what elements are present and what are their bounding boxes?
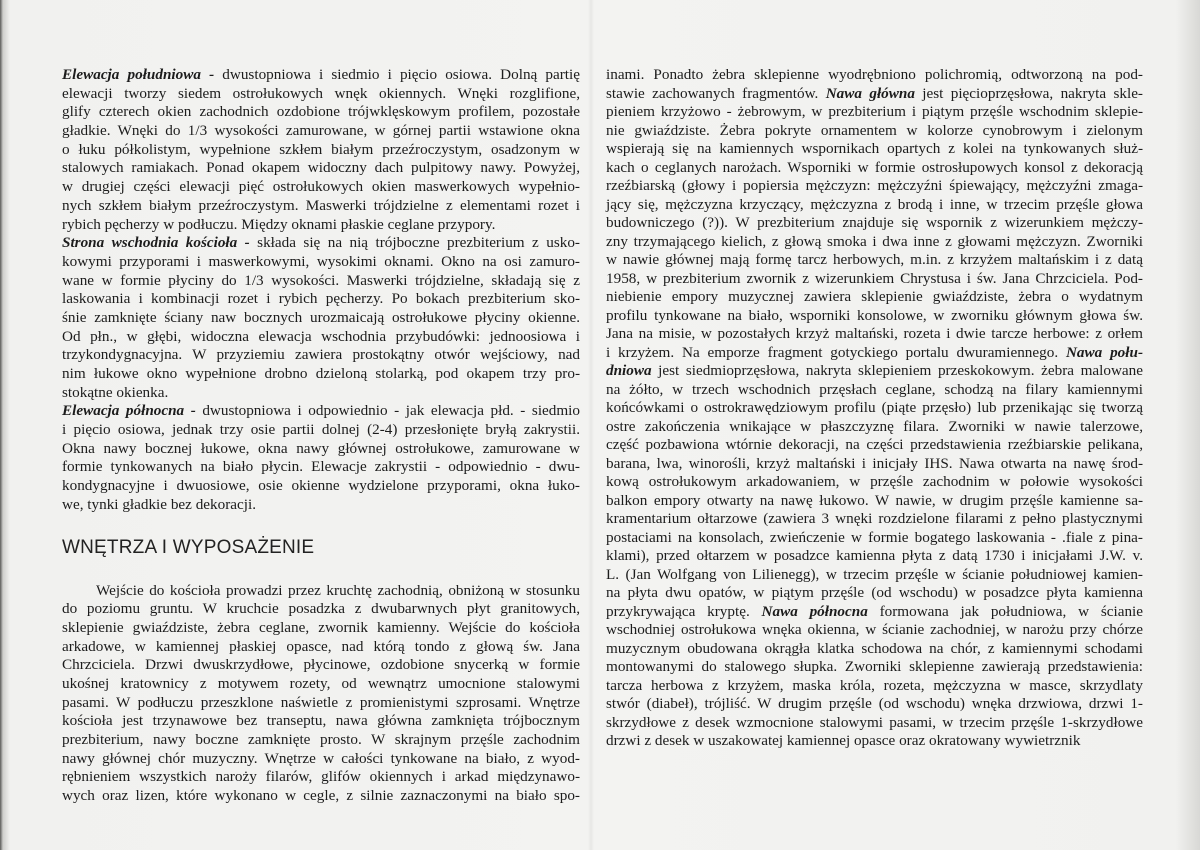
text-line — [606, 177, 1143, 196]
text-line — [62, 66, 580, 85]
text-line — [62, 178, 580, 197]
text-line — [62, 787, 580, 806]
text-segment: zny trzymającego kielich, z głową smoka i dwa inne z głowami mężczyzn. Zworniki — [606, 232, 1143, 250]
text-segment: ukośnej kratownicy z motywem rozety, od wewnątrz umocnione stalowymi — [62, 674, 580, 692]
bold-term: Elewacja północna - — [62, 402, 196, 420]
text-segment: formie tynkowanych na biało płycin. Elewacje zakrystii - odpowiednio - dwu- — [62, 458, 580, 476]
text-segment: śnie zamknięte ściany naw bocznych urozmaicają ostrołukowe płyciny okienne. — [62, 308, 580, 326]
text-line — [62, 477, 580, 496]
text-segment: nie gwiaździste. Żebra pokryte ornamentem w kolorze cynobrowym i zielonym — [606, 121, 1143, 139]
text-line — [62, 421, 580, 440]
bold-term: dniowa — [606, 362, 652, 379]
text-line — [606, 399, 1143, 418]
text-line — [606, 603, 1143, 622]
text-line — [62, 272, 580, 291]
text-line — [62, 103, 580, 122]
text-line — [62, 638, 580, 657]
text-line — [62, 402, 580, 421]
text-segment: wspierają się na kamiennych wspornikach opartych z kolei na tynkowanych służ- — [606, 140, 1143, 157]
text-segment: 1958, w prezbiterium zwornik z wizerunkiem Chrystusa i św. Jana Chrzciciela. Pod- — [606, 269, 1143, 287]
text-line — [606, 214, 1143, 233]
text-segment: elewacji tworzy siedem ostrołukowych wnęk okiennych. Wnęki rozglifione, — [62, 84, 580, 102]
text-line — [62, 656, 580, 675]
bold-term: Nawa północna — [761, 602, 868, 620]
text-segment: tarcza herbowa z krzyżem, maska króla, rozeta, mężczyzna w masce, skrzydlaty — [606, 676, 1143, 694]
text-line — [62, 768, 580, 787]
text-line — [606, 66, 1143, 85]
text-line — [606, 85, 1143, 104]
text-segment: w nawie głównej mają formę tarcz herbowych, m.in. z krzyżem maltańskim i z datą — [606, 251, 1143, 268]
text-line — [62, 731, 580, 750]
text-line — [606, 288, 1143, 307]
text-segment: jący się, mężczyzna krzyczący, mężczyzna z brodą i inne, w trzecim przęśle głowa — [606, 195, 1143, 213]
text-segment: Od płn., w głębi, widoczna elewacja wschodnia przybudówki: jednoosiowa i — [62, 327, 580, 345]
text-segment: budowniczego (?)). W prezbiterium znajduje się wspornik z wizerunkiem mężczy- — [606, 214, 1143, 231]
text-segment: profilu tynkowane na biało, wsporniki konsolowe, w zworniku głównym głowa św. — [606, 306, 1143, 324]
text-segment: kondygnacyjne i dwuosiowe, osie okienne wydzielone przyporami, okna łuko- — [62, 477, 580, 495]
text-segment: stalowych ramiakach. Ponad okapem widoczny dach pulpitowy nawy. Powyżej, — [62, 159, 580, 177]
text-segment: glify czterech okien zachodnich ozdobione trójwklęskowym profilem, pozostałe — [62, 103, 580, 121]
text-segment: rybich pęcherzy w podłuczu. Między oknami płaskie ceglane przypory. — [62, 215, 496, 233]
text-line — [62, 694, 580, 713]
text-line — [606, 455, 1143, 474]
text-segment: rzeźbiarską (głowy i popiersia mężczyzn: mężczyźni śpiewający, mężczyźni zmaga- — [606, 177, 1143, 194]
text-segment: postaciami na konsolach, zwieńczenie w formie bogatego laskowania - .fiale z pina- — [606, 528, 1143, 546]
page-fold — [588, 0, 594, 850]
left-column — [62, 66, 580, 806]
text-segment: prezbiterium, nawy boczne zamknięte prosto. W skrajnym przęśle zachodnim — [62, 731, 580, 748]
text-line — [62, 496, 580, 515]
paragraph — [62, 402, 580, 514]
text-line — [606, 344, 1143, 363]
text-line — [606, 122, 1143, 141]
text-line — [606, 418, 1143, 437]
text-line — [606, 140, 1143, 159]
text-segment: klami), przed ołtarzem w posadzce kamienna płyta z datą 1730 i inicjałami J.W. v. — [606, 547, 1143, 564]
text-segment: Wejście do kościoła prowadzi przez kruchtę zachodnią, obniżoną w stosunku — [96, 581, 580, 599]
text-segment: i krzyżem. Na emporze fragment gotyckiego portalu dwuramiennego. — [606, 343, 1066, 361]
text-segment: L. (Jan Wolfgang von Lilienegg), w trzecim przęśle w ścianie południowej kamien- — [606, 565, 1143, 583]
text-segment: w drugiej części elewacji pięć ostrołukowych okien maswerkowych wypełnio- — [62, 178, 580, 196]
text-line — [62, 675, 580, 694]
text-segment: wschodniej ostrołukowa wnęka okienna, w ścianie zachodniej, w narożu przy chórze — [606, 621, 1143, 638]
text-line — [62, 216, 580, 235]
text-line — [606, 233, 1143, 252]
paragraph — [62, 66, 580, 234]
text-segment: formowana jak południowa, w ścianie — [867, 602, 1144, 620]
text-segment: na żółto, w trzech wschodnich przęsłach ceglane, schodzą na filary kamiennymi — [606, 380, 1143, 398]
text-segment: barana, lwa, winorośli, krzyż maltański i inicjały IHS. Nawa otwarta na nawę środ- — [606, 454, 1143, 472]
text-segment: laskowania i kombinacji rozet i rybich pęcherzy. Po bokach prezbiterium sko- — [62, 290, 580, 308]
text-segment: o łuku półkolistym, wypełnione szkłem białym przeźroczystym, osadzonym w — [62, 140, 580, 158]
text-segment: kową ostrołukowym arkadowaniem, w przęśle zachodnim w połowie wysokości — [606, 473, 1143, 490]
text-line — [606, 196, 1143, 215]
text-segment: stokątne okienka. — [62, 383, 169, 401]
text-line — [62, 750, 580, 769]
text-line — [606, 381, 1143, 400]
bold-term: Elewacja południowa - — [62, 66, 215, 83]
text-segment: stawie zachowanych fragmentów. — [606, 84, 826, 102]
right-column — [606, 66, 1143, 751]
text-segment: Jana na misie, w pozostałych krzyż maltański, rozeta i dwie tarcze herbowe: z orłem — [606, 325, 1143, 342]
text-segment: inami. Ponadto żebra sklepienne wyodrębniono polichromią, odtworzoną na pod- — [606, 66, 1143, 83]
text-line — [606, 677, 1143, 696]
text-segment: sklepienie gwiaździste, żebra ceglane, zwornik kamienny. Wejście do kościoła — [62, 618, 580, 636]
text-line — [606, 621, 1143, 640]
text-line — [62, 384, 580, 403]
text-line — [62, 85, 580, 104]
text-line — [606, 566, 1143, 585]
text-segment: montowanymi do stalowego słupka. Zworniki sklepienne zawierają przedstawienia: — [606, 658, 1143, 675]
text-line — [606, 473, 1143, 492]
text-line — [62, 141, 580, 160]
text-segment: muzycznym obudowana okrągła klatka schodowa na chór, z kamiennymi schodami — [606, 639, 1143, 657]
text-segment: wane w formie płyciny do 1/3 wysokości. Maswerki trójdzielne, składają się z — [62, 271, 580, 289]
text-segment: dwustopniowa i odpowiednio - jak elewacja płd. - siedmio — [195, 402, 580, 420]
text-segment: trzykondygnacyjna. W przyziemiu zawiera prostokątny otwór wejściowy, nad — [62, 346, 580, 364]
text-line — [606, 732, 1143, 751]
text-line — [62, 365, 580, 384]
text-line — [62, 440, 580, 459]
text-segment: niebienie empory muzycznej zawiera sklepienie gwiaździste, żebra o wydatnym — [606, 288, 1143, 305]
text-segment: stwór (diabeł), trójliść. W drugim przęśle (od wschodu) wnęka drzwiowa, drzwi 1- — [606, 695, 1143, 712]
text-segment: na płyta dwu opatów, w piątym przęśle (od wschodu) w posadzce płyta kamienna — [606, 584, 1143, 601]
text-segment: dwustopniowa i siedmio i pięcio osiowa. Dolną partię — [214, 66, 580, 83]
text-segment: końcówkami o ostrokrawędziowym profilu (piąte przęsło) lub przenikając się tworzą — [606, 399, 1143, 416]
text-line — [62, 458, 580, 477]
text-segment: kościoła jest trzynawowe bez transeptu, nawa główna zamknięta trójbocznym — [62, 712, 580, 730]
text-line — [606, 529, 1143, 548]
text-segment: pieniem krzyżowo - żebrowym, w prezbiterium i piątym przęśle wschodnim sklepie- — [606, 103, 1143, 120]
text-segment: nawy głównej chór muzyczny. Wnętrze w całości tynkowane na biało, z wyod- — [62, 749, 580, 767]
text-segment: nim łukowe okno wypełnione drobno dzieloną stolarką, pod okapem trzy pro- — [62, 365, 580, 382]
text-segment: nych szkłem białym przeźroczystym. Maswerki trójdzielne z elementami rozet i — [62, 196, 580, 214]
text-line — [606, 547, 1143, 566]
interior-description-continued — [606, 66, 1143, 751]
text-line — [606, 251, 1143, 270]
text-line — [606, 307, 1143, 326]
text-line — [62, 253, 580, 272]
text-line — [62, 197, 580, 216]
text-segment: składa się na nią trójboczne prezbiterium z usko- — [249, 234, 580, 252]
paragraph — [62, 234, 580, 402]
text-segment: do poziomu gruntu. W kruchcie posadzka z dwubarwnych płyt granitowych, — [62, 600, 580, 618]
exterior-description — [62, 66, 580, 515]
text-line — [62, 619, 580, 638]
text-line — [606, 510, 1143, 529]
text-line — [606, 714, 1143, 733]
text-segment: drzwi z desek w uszakowatej kamiennej opasce oraz okratowany wywietrznik — [606, 732, 1081, 749]
text-segment: Chrzciciela. Drzwi dwuskrzydłowe, płycinowe, ozdobione snycerką w formie — [62, 656, 580, 674]
text-segment: jest siedmioprzęsłowa, nakryta sklepieniem przeskokowym. żebra malowane — [651, 362, 1143, 379]
text-line — [606, 270, 1143, 289]
text-segment: Okna nawy bocznej łukowe, okna nawy głównej ostrołukowe, zamurowane w — [62, 439, 580, 457]
text-line — [606, 492, 1143, 511]
section-heading: WNĘTRZA I WYPOSAŻENIE — [62, 536, 315, 558]
text-segment: kowymi przyporami i maswerkowymi, wysokimi oknami. Okno na osi zamuro- — [62, 252, 580, 270]
text-line — [62, 346, 580, 365]
text-line — [606, 362, 1143, 381]
text-segment: przykrywająca kryptę. — [606, 602, 762, 620]
text-line — [606, 436, 1143, 455]
text-segment: kramentarium ołtarzowe (zawiera 3 wnęki rozdzielone filarami z pełno plastycznymi — [606, 510, 1143, 527]
text-segment: wych oraz lizen, które wykonano w cegle, z silnie zaznaczonymi na biało spo- — [62, 787, 580, 805]
text-segment: skrzydłowe z desek wzmocnione stalowymi pasami, w trzecim przęśle 1-skrzydłowe — [606, 713, 1143, 731]
text-segment: gładkie. Wnęki do 1/3 wysokości zamurowane, w górnej partii wstawione okna — [62, 122, 580, 140]
text-segment: i pięcio osiowa, jednak trzy osie partii dolnej (2-4) przesłonięte bryłą zakrystii. — [62, 421, 580, 439]
text-segment: część pozbawiona wtórnie dekoracji, na części przedstawienia rzeźbiarskie pelikana, — [606, 436, 1143, 453]
text-segment: ostre zakończenia wnikające w płaszczyznę filara. Zworniki w nawie talerzowe, — [606, 417, 1143, 435]
text-segment: we, tynki gładkie bez dekoracji. — [62, 495, 256, 513]
text-line — [62, 159, 580, 178]
text-line — [606, 159, 1143, 178]
text-line — [62, 328, 580, 347]
text-line — [62, 290, 580, 309]
text-line — [62, 600, 580, 619]
text-line — [606, 640, 1143, 659]
text-line — [606, 584, 1143, 603]
bold-term: Nawa połu- — [1065, 343, 1144, 361]
text-line — [62, 309, 580, 328]
bold-term: Strona wschodnia kościoła - — [62, 234, 250, 252]
text-segment: kach o ceglanych narożach. Wsporniki w formie ostrosłupowych konsol z dekoracją — [606, 158, 1143, 176]
text-line — [606, 325, 1143, 344]
text-line — [62, 122, 580, 141]
text-segment: pasami. W podłuczu przeszklone naświetle z promienistymi szprosami. Wnętrze — [62, 693, 580, 711]
text-line — [606, 658, 1143, 677]
text-segment: rębnieniem wszystkich naroży filarów, glifów okiennych i arkad międzynawo- — [62, 768, 580, 786]
interior-description — [62, 582, 580, 806]
text-line — [606, 695, 1143, 714]
text-line — [62, 234, 580, 253]
text-segment: arkadowe, w kamiennej płaskiej opasce, nad którą tondo z głową św. Jana — [62, 637, 580, 655]
text-line — [62, 712, 580, 731]
text-line — [606, 103, 1143, 122]
text-line — [62, 582, 580, 601]
text-segment: jest pięcioprzęsłowa, nakryta skle- — [914, 84, 1143, 102]
bold-term: Nawa główna — [825, 84, 915, 102]
text-segment: balkon empory otwarty na nawę łukowo. W nawie, w drugim przęśle kamienne sa- — [606, 491, 1143, 509]
